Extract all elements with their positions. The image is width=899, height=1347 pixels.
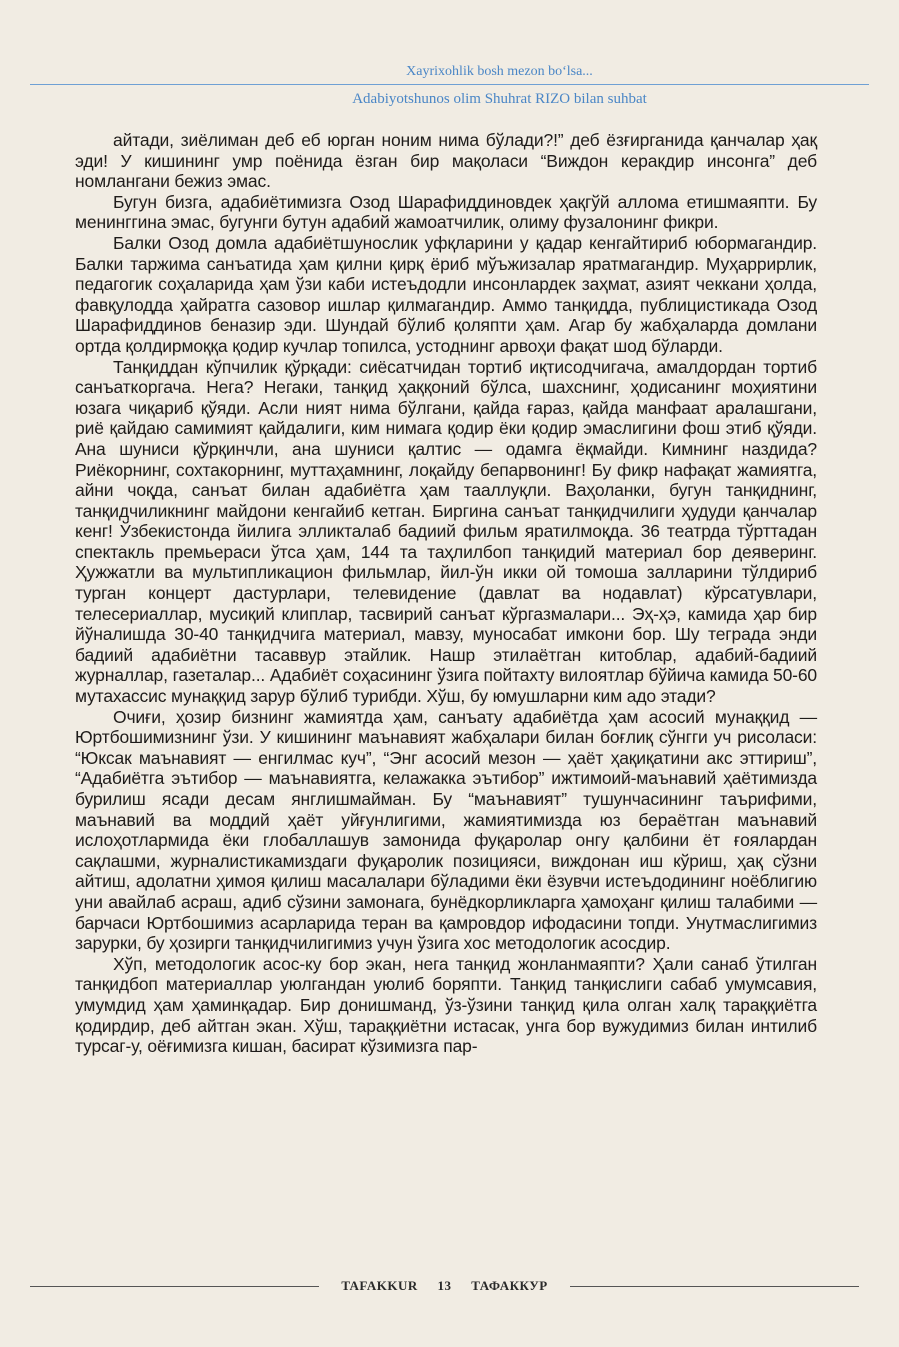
header-divider <box>30 84 869 85</box>
article-body <box>75 130 817 1057</box>
footer-label <box>319 1278 569 1294</box>
paragraph: Балки Озод домла адабиётшунослик уфқларини у қадар кенгайтириб юбормагандир. Балки таржима санъатида ҳам қилни қирқ ёриб мўъжизалар яратмагандир. Муҳаррирлик, педагогик соҳаларида ҳам ўзи каби истеъдодли инсонлардек заҳмат, азият чеккани ҳолда, фавқулодда ҳайратга сазовор ишлар қилмагандир. Аммо танқидда, публицистикада Озод Шарафиддинов беназир эди. Шундай бўлиб қоляпти ҳам. Агар бу жабҳаларда домлани ортда қолдирмоққа қодир кучлар топилса, устоднинг арвоҳи фақат шод бўларди. <box>75 232 817 356</box>
paragraph: айтади, зиёлиман деб еб юрган ноним нима бўлади?!” деб ёзғирганида қанчалар ҳақ эди! У кишининг умр поёнида ёзган бир мақоласи “Виждон керакдир инсонга” деб номлангани бежиз эмас. <box>75 130 817 192</box>
paragraph: Очиғи, ҳозир бизнинг жамиятда ҳам, санъату адабиётда ҳам асосий мунаққид — Юртбошимизнинг ўзи. У кишининг маънавият жабҳалари билан боғлиқ сўнгги уч рисоласи: “Юксак маънавият — енгилмас куч”, “Энг асосий мезон — ҳаёт ҳақиқатини акс эттириш”, “Адабиётга эътибор — маънавиятга, келажакка эътибор” ижтимоий-маънавий ҳаётимизда бурилиш ясади десам янглишмайман. Бу “маънавият” тушунчасининг таърифими, маънавий ва моддий ҳаёт уйғунлигими, жамиятимизда юз бераётган маънавий ислоҳотлармида ёки глобаллашув замонида фуқаролар онгу қалбини ёт ғоялардан сақлашми, журналистикамиздаги фуқаролик позицияси, виждонан иш кўриш, ҳақ сўзни айтиш, адолатни ҳимоя қилиш масалалари бўладими ёки ёзувчи истеъдодининг ноёблигию уни авайлаб асраш, адиб сўзини замонага, бунёдкорликларга ҳамоҳанг қилиш талабими — барчаси Юртбошимиз асарларида теран ва қамровдор ифодасини топди. Унутмаслигимиз зарурки, бу ҳозирги танқидчилигимиз учун ўзига хос методологик асосдир. <box>75 706 817 954</box>
page-number: 13 <box>437 1278 452 1293</box>
header-title: Xayrixohlik bosh mezon boʻlsa... <box>406 64 593 79</box>
footer-divider-left <box>30 1286 319 1287</box>
header-subtitle: Adabiyotshunos olim Shuhrat RIZO bilan suhbat <box>352 91 647 107</box>
page-footer <box>30 1273 859 1299</box>
footer-divider-right <box>570 1286 859 1287</box>
paragraph: Танқиддан кўпчилик қўрқади: сиёсатчидан тортиб иқтисодчигача, амалдордан тортиб санъаткоргача. Нега? Негаки, танқид ҳаққоний бўлса, шахснинг, ҳодисанинг моҳиятини юзага чиқариб қўяди. Асли ният нима бўлгани, қайда ғараз, қайда манфаат аралашгани, риё қайдаю самимият қайдалиги, ким нимага қодир ёки қодир эмаслигини фош этиб қўяди. Ана шуниси қўрқинчли, ана шуниси қалтис — одамга ёқмайди. Кимнинг наздида? Риёкорнинг, сохтакорнинг, муттаҳамнинг, лоқайду бепарвонинг! Бу фикр нафақат жамиятга, айни чоқда, санъат билан адабиётга ҳам тааллуқли. Ваҳоланки, бугун танқиднинг, танқидчиликнинг майдони кенгайиб кетган. Биргина санъат танқидчилиги ҳудуди қанчалар кенг! Ўзбекистонда йилига элликталаб бадиий фильм яратилмоқда. 36 театрда тўрттадан спектакль премьераси ўтса ҳам, 144 та таҳлилбоп танқидий материал бор деяверинг. Ҳужжатли ва мультипликацион фильмлар, йил-ўн икки ой томоша залларини тўлдириб турган концерт дастурлари, телевидение (давлат ва нодавлат) кўрсатувлари, телесериаллар, мусиқий клиплар, тасвирий санъат кўргазмалари... Эҳ-ҳэ, камида ҳар бир йўналишда 30-40 танқидчига материал, мавзу, муносабат имкони бор. Шу теграда энди бадиий адабиётни тасаввур этайлик. Нашр этилаётган китоблар, адабий-бадиий журналлар, газеталар... Адабиёт соҳасининг ўзига пойтахту вилоятлар бўйича камида 50-60 мутахассис мунаққид зарур бўлиб турибди. Хўш, бу юмушларни ким адо этади? <box>75 356 817 707</box>
running-header <box>30 62 869 109</box>
paragraph: Бугун бизга, адабиётимизга Озод Шарафиддиновдек ҳақгўй аллома етишмаяпти. Бу менинггина эмас, бугунги бутун адабий жамоатчилик, олиму фузалонинг фикри. <box>75 191 817 233</box>
paragraph: Хўп, методологик асос-ку бор экан, нега танқид жонланмаяпти? Ҳали санаб ўтилган танқидбоп материаллар уюлгандан уюлиб боряпти. Танқид танқислиги сабаб умумсавия, умумдид ҳам ҳаминқадар. Бир донишманд, ўз-ўзини танқид қила олган халқ тараққиётга қодирдир, деб айтган экан. Хўш, тараққиётни истасак, унга бор вужудимиз билан интилиб турсаг-у, оёғимизга кишан, басират кўзимизга пар- <box>75 953 817 1057</box>
footer-magazine-latin: TAFAKKUR <box>341 1278 418 1293</box>
footer-magazine-cyrillic: ТАФАККУР <box>471 1278 548 1293</box>
